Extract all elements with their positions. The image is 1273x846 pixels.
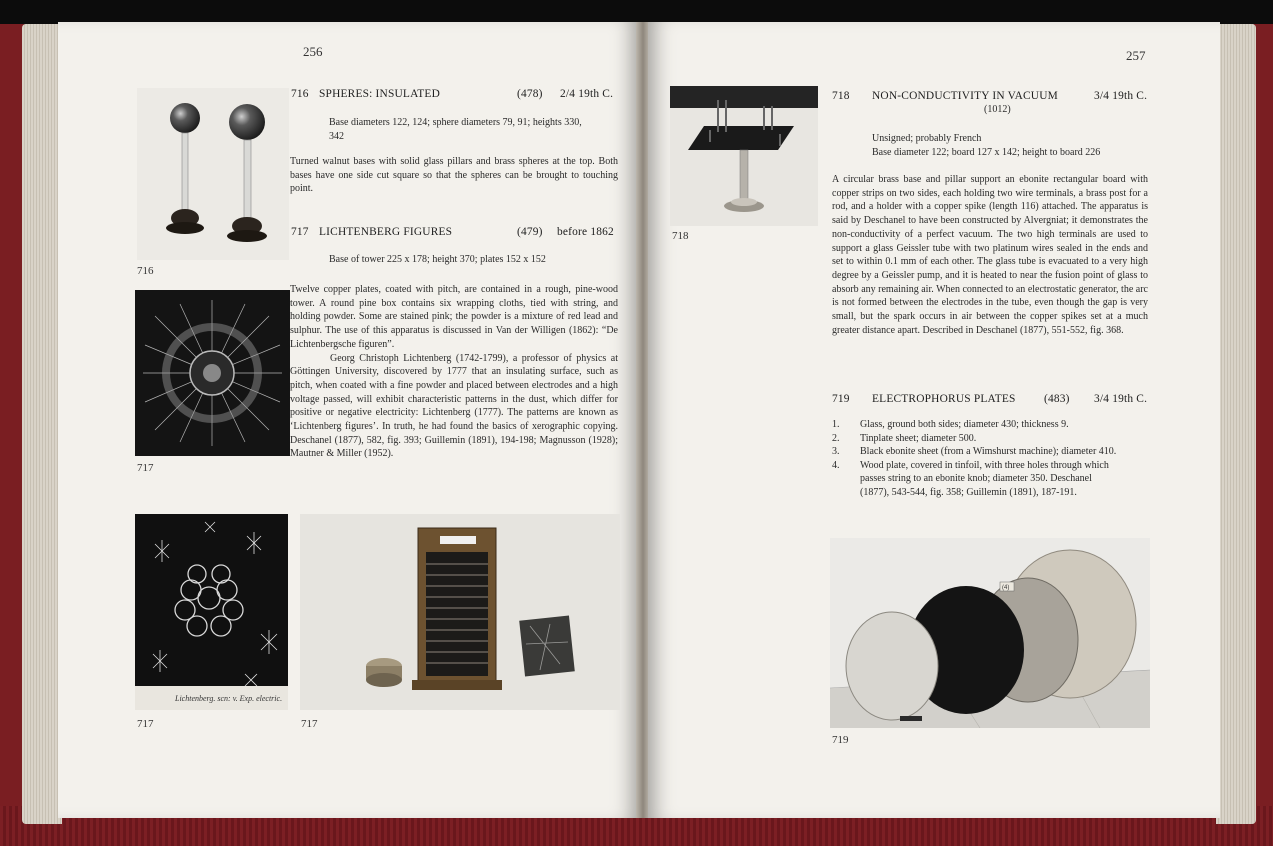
entry-717-body bbox=[290, 283, 618, 461]
page-stack-right bbox=[1216, 24, 1256, 824]
caption-717-b: 717 bbox=[137, 718, 154, 730]
caption-719: 719 bbox=[832, 734, 849, 746]
entry-717-heading bbox=[291, 226, 616, 240]
entry-717-paragraph-2: Georg Christoph Lichtenberg (1742-1799), a professor of physics at Göttingen University, discovered by 1777 that an insulating surface, such as pitch, when coated with a fine powder and placed between electrodes and a high voltage passed, will exhibit characteristic patterns in the dust, which differ for positive or negative electricity: Lichtenberg (1777). The patterns are known as ‘Lichtenberg figures’. In truth, he had found the basics of xerographic copying. Deschanel (1877), 582, fig. 393; Guillemin (1891), 194-198; Magnusson (1928); Mautner & Miller (1952). bbox=[290, 352, 618, 460]
right-page bbox=[648, 22, 1220, 818]
entry-716-body: Turned walnut bases with solid glass pillars and brass spheres at the top. Both bases have one side cut square so that the spheres can be brought to touching point. bbox=[290, 156, 618, 195]
entry-719-number: 719 bbox=[832, 393, 850, 405]
caption-717-a: 717 bbox=[137, 462, 154, 474]
entry-717-date: before 1862 bbox=[557, 226, 614, 238]
entry-719-title: ELECTROPHORUS PLATES bbox=[872, 393, 1016, 405]
entry-718-meta bbox=[872, 132, 1162, 159]
entry-718-meta-line-2: Base diameter 122; board 127 x 142; height to board 226 bbox=[872, 146, 1101, 158]
figure-lichtenberg-starburst bbox=[135, 290, 290, 456]
entry-718-meta-line-1: Unsigned; probably French bbox=[872, 133, 982, 144]
entry-718-ref: (1012) bbox=[984, 104, 1011, 115]
entry-716-title: SPHERES: INSULATED bbox=[319, 88, 440, 100]
entry-717-meta: Base of tower 225 x 178; height 370; plates 152 x 152 bbox=[329, 254, 546, 265]
entry-719-date: 3/4 19th C. bbox=[1094, 393, 1148, 405]
caption-717-c: 717 bbox=[301, 718, 318, 730]
page-number-right: 257 bbox=[1126, 48, 1146, 63]
list-item: 4. Wood plate, covered in tinfoil, with three holes through which passes string to an ebonite knob; diameter 350. Deschanel (1877), 543-544, fig. 358; Guillemin (1891), 187-191. bbox=[832, 459, 1109, 498]
list-item: 3. Black ebonite sheet (from a Wimshurst machine); diameter 410. bbox=[832, 446, 1117, 457]
list-item: 2. Tinplate sheet; diameter 500. bbox=[832, 432, 977, 444]
entry-716-number: 716 bbox=[291, 88, 309, 100]
figure-electrophorus-plates bbox=[830, 538, 1150, 728]
disc-tag: (4) bbox=[1002, 585, 1010, 591]
plate-inscription: Lichtenberg. scn: v. Exp. electric. bbox=[175, 694, 283, 703]
entry-719-list bbox=[832, 418, 1122, 499]
entry-719-ref: (483) bbox=[1044, 393, 1070, 405]
entry-718-heading bbox=[832, 90, 1152, 104]
figure-insulated-spheres bbox=[137, 88, 289, 260]
entry-716-date: 2/4 19th C. bbox=[560, 88, 614, 100]
entry-718-title: NON-CONDUCTIVITY IN VACUUM bbox=[872, 90, 1058, 102]
entry-717-title: LICHTENBERG FIGURES bbox=[319, 226, 453, 238]
entry-718-body: A circular brass base and pillar support an ebonite rectangular board with copper strips on two sides, each holding two wire terminals, a brass post for a rod, and a holder with a copper spike (length 116) attached. The apparatus is said by Deschanel to have been constructed by Alvergniat; it demonstrates the non-conductivity of a perfect vacuum. The two high terminals are used to support a glass Geissler tube with two platinum wires sealed in the ends and set to within 0.1 mm of each other. The glass tube is evacuated to a very high degree by a Geissler pump, and it is heated to near the fusion point of glass to absorb any remaining air. When connected to an electrostatic generator, the arc is not formed between the electrodes in the tube, even though the gap is very small, but the spark occurs in air between the copper spikes set at a much greater distance apart. Described in Deschanel (1877), 551-552, fig. 368. bbox=[832, 174, 1148, 336]
background-top bbox=[0, 0, 1273, 24]
left-page bbox=[58, 22, 638, 818]
entry-716-heading bbox=[291, 88, 616, 102]
entry-719-heading bbox=[832, 393, 1152, 407]
figure-lichtenberg-plate bbox=[135, 514, 288, 710]
entry-717-ref: (479) bbox=[517, 226, 543, 238]
entry-718-number: 718 bbox=[832, 90, 850, 102]
list-item: 1. Glass, ground both sides; diameter 430; thickness 9. bbox=[832, 419, 1069, 430]
entry-718-date: 3/4 19th C. bbox=[1094, 90, 1148, 102]
page-number-left: 256 bbox=[303, 44, 323, 59]
entry-716-meta: Base diameters 122, 124; sphere diameters 79, 91; heights 330, 342 bbox=[329, 117, 582, 142]
page-stack-left bbox=[22, 24, 62, 824]
caption-716: 716 bbox=[137, 265, 154, 277]
entry-717-paragraph-1: Twelve copper plates, coated with pitch, are contained in a rough, pine-wood tower. A round pine box contains six wrapping cloths, tied with string, and holding powder. Some are stained pink; the powder is a mixture of red lead and sulphur. The use of this apparatus is discussed in Van der Willigen (1862): “De Lichtenbergsche figuren”. bbox=[290, 284, 618, 350]
caption-718: 718 bbox=[672, 230, 689, 242]
figure-lichtenberg-tower bbox=[300, 514, 620, 710]
entry-716-ref: (478) bbox=[517, 88, 543, 100]
figure-vacuum-apparatus bbox=[670, 86, 818, 226]
entry-717-number: 717 bbox=[291, 226, 309, 238]
